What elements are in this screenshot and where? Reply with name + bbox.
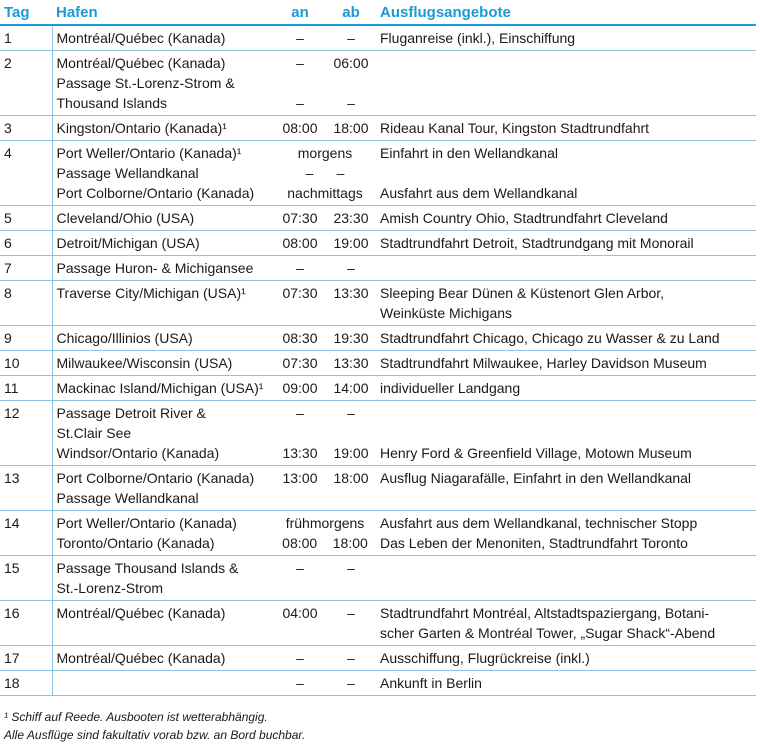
- departure-time: –: [347, 605, 355, 621]
- departure-time: –: [347, 95, 355, 111]
- departure-cell: [326, 376, 376, 401]
- departure-cell: [326, 116, 376, 141]
- port-cell: [52, 25, 274, 51]
- excursion-cell: [376, 511, 756, 556]
- day-number: 12: [4, 405, 20, 421]
- port-cell: [52, 376, 274, 401]
- arrival-departure-cell: [274, 511, 376, 556]
- port-cell: [52, 116, 274, 141]
- departure-cell: [326, 231, 376, 256]
- day-number: 16: [4, 605, 20, 621]
- header-ausflugsangebote: Ausflugsangebote: [376, 0, 756, 25]
- excursion-cell: [376, 671, 756, 696]
- departure-cell: [326, 646, 376, 671]
- excursion-line: Stadtrundfahrt Milwaukee, Harley Davidson Museum: [380, 355, 707, 371]
- arrival-time: 07:30: [282, 285, 318, 301]
- departure-cell: [326, 25, 376, 51]
- departure-time: –: [347, 405, 355, 421]
- port-line: Port Colborne/Ontario (Kanada): [56, 470, 255, 486]
- arrival-cell: [274, 281, 326, 326]
- port-line: Passage Thousand Islands &: [56, 560, 239, 576]
- port-cell: [52, 351, 274, 376]
- day-number: 4: [4, 145, 12, 161]
- arrival-time: 13:30: [282, 445, 318, 461]
- port-line: St.-Lorenz-Strom: [56, 580, 164, 596]
- excursion-line: Rideau Kanal Tour, Kingston Stadtrundfahrt: [380, 120, 650, 136]
- table-row: [0, 326, 756, 351]
- arrival-time: –: [296, 55, 304, 71]
- departure-cell: [326, 351, 376, 376]
- departure-cell: [326, 671, 376, 696]
- excursion-line: Das Leben der Menoniten, Stadtrundfahrt Toronto: [380, 535, 688, 551]
- excursion-line: Stadtrundfahrt Montréal, Altstadtspaziergang, Botani-: [380, 605, 710, 621]
- port-line: Passage Wellandkanal: [56, 490, 199, 506]
- port-cell: [52, 51, 274, 116]
- time-line: nachmittags: [287, 185, 363, 201]
- day-number: 11: [4, 380, 19, 396]
- arrival-cell: [274, 231, 326, 256]
- departure-time: 23:30: [333, 210, 369, 226]
- day-number: 5: [4, 210, 12, 226]
- table-row: [0, 646, 756, 671]
- departure-cell: [326, 601, 376, 646]
- port-cell: [52, 206, 274, 231]
- arrival-time: 07:30: [282, 355, 318, 371]
- excursion-cell: [376, 231, 756, 256]
- header-hafen: Hafen: [52, 0, 274, 25]
- port-line: Milwaukee/Wisconsin (USA): [56, 355, 233, 371]
- port-line: Mackinac Island/Michigan (USA)¹: [56, 380, 264, 396]
- day-number: 7: [4, 260, 12, 276]
- day-cell: [0, 376, 52, 401]
- departure-time: 19:30: [333, 330, 369, 346]
- arrival-time: –: [296, 260, 304, 276]
- arrival-cell: [274, 556, 326, 601]
- excursion-cell: [376, 351, 756, 376]
- port-line: Port Colborne/Ontario (Kanada): [56, 185, 255, 201]
- time-line: frühmorgens: [285, 515, 365, 531]
- excursion-cell: [376, 326, 756, 351]
- day-cell: [0, 116, 52, 141]
- header-tag: Tag: [0, 0, 52, 25]
- departure-time: –: [347, 675, 355, 691]
- arrival-cell: [274, 116, 326, 141]
- port-cell: [52, 466, 274, 511]
- arrival-cell: [274, 351, 326, 376]
- excursion-line: Ausfahrt aus dem Wellandkanal, technischer Stopp: [380, 515, 698, 531]
- time-line: morgens: [297, 145, 353, 161]
- day-cell: [0, 141, 52, 206]
- departure-time: 19:00: [333, 445, 369, 461]
- port-line: Kingston/Ontario (Kanada)¹: [56, 120, 227, 136]
- day-cell: [0, 401, 52, 466]
- table-row: [0, 556, 756, 601]
- excursion-line: individueller Landgang: [380, 380, 521, 396]
- day-cell: [0, 556, 52, 601]
- excursion-line: Ausfahrt aus dem Wellandkanal: [380, 185, 578, 201]
- departure-time: [328, 73, 374, 93]
- port-cell: [52, 511, 274, 556]
- footnote-reede: ¹ Schiff auf Reede. Ausbooten ist wetterabhängig.: [4, 710, 268, 724]
- table-row: [0, 351, 756, 376]
- excursion-cell: [376, 376, 756, 401]
- day-cell: [0, 256, 52, 281]
- day-cell: [0, 25, 52, 51]
- table-row: [0, 511, 756, 556]
- excursion-line: Ausschiffung, Flugrückreise (inkl.): [380, 650, 590, 666]
- arrival-cell: [274, 671, 326, 696]
- excursion-line: scher Garten & Montréal Tower, „Sugar Shack“-Abend: [380, 625, 716, 641]
- port-cell: [52, 601, 274, 646]
- port-line: Passage Wellandkanal: [56, 165, 199, 181]
- table-row: [0, 116, 756, 141]
- excursion-cell: [376, 206, 756, 231]
- arrival-cell: [274, 601, 326, 646]
- excursion-cell: [376, 25, 756, 51]
- port-line: Cleveland/Ohio (USA): [56, 210, 195, 226]
- arrival-time: 09:00: [282, 380, 318, 396]
- port-line: Montréal/Québec (Kanada): [56, 605, 226, 621]
- excursion-cell: [376, 141, 756, 206]
- table-row: [0, 376, 756, 401]
- departure-time: 13:30: [333, 355, 369, 371]
- excursion-line: Henry Ford & Greenfield Village, Motown Museum: [380, 445, 692, 461]
- arrival-time: –: [296, 30, 304, 46]
- excursion-line: Einfahrt in den Wellandkanal: [380, 145, 558, 161]
- arrival-cell: [274, 376, 326, 401]
- day-cell: [0, 646, 52, 671]
- day-number: 8: [4, 285, 12, 301]
- departure-cell: [326, 206, 376, 231]
- port-line: Port Weller/Ontario (Kanada): [56, 515, 237, 531]
- excursion-line: [380, 163, 752, 183]
- arrival-cell: [274, 256, 326, 281]
- table-row: [0, 231, 756, 256]
- day-cell: [0, 51, 52, 116]
- excursion-cell: [376, 466, 756, 511]
- excursion-line: Amish Country Ohio, Stadtrundfahrt Cleveland: [380, 210, 668, 226]
- departure-time: 19:00: [333, 235, 369, 251]
- arrival-cell: [274, 646, 326, 671]
- table-row: [0, 51, 756, 116]
- port-line: Passage Huron- & Michigansee: [56, 260, 254, 276]
- port-line: Port Weller/Ontario (Kanada)¹: [56, 145, 242, 161]
- table-row: [0, 466, 756, 511]
- excursion-line: Sleeping Bear Dünen & Küstenort Glen Arbor,: [380, 285, 665, 301]
- departure-time: 06:00: [333, 55, 369, 71]
- excursion-line: Ankunft in Berlin: [380, 675, 482, 691]
- port-line: Traverse City/Michigan (USA)¹: [56, 285, 246, 301]
- excursion-cell: [376, 51, 756, 116]
- arrival-cell: [274, 206, 326, 231]
- excursion-cell: [376, 646, 756, 671]
- day-number: 13: [4, 470, 20, 486]
- port-cell: [52, 326, 274, 351]
- footnotes: [4, 708, 305, 744]
- port-line: Thousand Islands: [56, 95, 168, 111]
- port-cell: [52, 141, 274, 206]
- day-cell: [0, 326, 52, 351]
- arrival-time: 08:00: [282, 235, 318, 251]
- port-line: Montréal/Québec (Kanada): [56, 650, 226, 666]
- departure-cell: [326, 281, 376, 326]
- table-body: [0, 25, 756, 696]
- departure-cell: [326, 466, 376, 511]
- excursion-line: Fluganreise (inkl.), Einschiffung: [380, 30, 576, 46]
- departure-time: 14:00: [333, 380, 369, 396]
- port-cell: [52, 281, 274, 326]
- table-header-row: [0, 0, 756, 25]
- excursion-line: Stadtrundfahrt Chicago, Chicago zu Wasser & zu Land: [380, 330, 720, 346]
- port-line: Windsor/Ontario (Kanada): [56, 445, 220, 461]
- excursion-cell: [376, 281, 756, 326]
- excursion-line: [380, 403, 752, 423]
- departure-time: [328, 423, 374, 443]
- excursion-cell: [376, 116, 756, 141]
- port-line: Chicago/Illinios (USA): [56, 330, 193, 346]
- table-row: [0, 401, 756, 466]
- departure-time: 18:00: [333, 470, 369, 486]
- port-line: Passage Detroit River &: [56, 405, 206, 421]
- port-line: Passage St.-Lorenz-Strom &: [56, 75, 235, 91]
- table-row: [0, 141, 756, 206]
- arrival-cell: [274, 466, 326, 511]
- arrival-cell: [274, 401, 326, 466]
- port-cell: [52, 256, 274, 281]
- departure-cell: [326, 401, 376, 466]
- day-number: 15: [4, 560, 20, 576]
- arrival-time: 08:00: [282, 120, 318, 136]
- day-cell: [0, 511, 52, 556]
- day-number: 1: [4, 30, 12, 46]
- excursion-line: Ausflug Niagarafälle, Einfahrt in den Wellandkanal: [380, 470, 692, 486]
- arrival-time: [276, 73, 324, 93]
- arrival-cell: [274, 51, 326, 116]
- day-cell: [0, 601, 52, 646]
- table-row: [0, 206, 756, 231]
- excursion-line: Weinküste Michigans: [380, 305, 513, 321]
- header-ab: ab: [326, 0, 376, 25]
- excursion-cell: [376, 401, 756, 466]
- table-row: [0, 25, 756, 51]
- departure-time: 18:00: [333, 120, 369, 136]
- arrival-time: –: [296, 95, 304, 111]
- port-cell: [52, 556, 274, 601]
- departure-time: 13:30: [333, 285, 369, 301]
- arrival-time: 07:30: [282, 210, 318, 226]
- day-cell: [0, 351, 52, 376]
- arrival-time: 08:30: [282, 330, 318, 346]
- departure-time: –: [347, 650, 355, 666]
- excursion-line: [380, 423, 752, 443]
- arrival-time: –: [296, 405, 304, 421]
- port-line: Toronto/Ontario (Kanada): [56, 535, 215, 551]
- departure-cell: [326, 51, 376, 116]
- arrival-time: –: [296, 560, 304, 576]
- arrival-cell: [274, 25, 326, 51]
- arrival-time: –: [296, 675, 304, 691]
- day-number: 6: [4, 235, 12, 251]
- day-number: 18: [4, 675, 20, 691]
- day-number: 3: [4, 120, 12, 136]
- port-cell: [52, 671, 274, 696]
- departure-time: –: [347, 30, 355, 46]
- table-row: [0, 671, 756, 696]
- departure-cell: [326, 556, 376, 601]
- excursion-cell: [376, 556, 756, 601]
- departure-time: –: [347, 260, 355, 276]
- arrival-time: 04:00: [282, 605, 318, 621]
- arrival-time: 13:00: [282, 470, 318, 486]
- arrival-time: –: [296, 650, 304, 666]
- table-row: [0, 256, 756, 281]
- departure-time: –: [347, 560, 355, 576]
- port-line: Detroit/Michigan (USA): [56, 235, 200, 251]
- time-line: 08:00 18:00: [282, 535, 368, 551]
- day-number: 9: [4, 330, 12, 346]
- table-row: [0, 601, 756, 646]
- day-number: 14: [4, 515, 20, 531]
- port-line: St.Clair See: [56, 425, 132, 441]
- day-cell: [0, 206, 52, 231]
- port-line: Montréal/Québec (Kanada): [56, 55, 226, 71]
- excursion-cell: [376, 601, 756, 646]
- header-an: an: [274, 0, 326, 25]
- footnote-fakultativ: Alle Ausflüge sind fakultativ vorab bzw. an Bord buchbar.: [4, 728, 306, 742]
- day-cell: [0, 281, 52, 326]
- port-cell: [52, 401, 274, 466]
- excursion-line: Stadtrundfahrt Detroit, Stadtrundgang mit Monorail: [380, 235, 694, 251]
- port-cell: [52, 646, 274, 671]
- port-line: Montréal/Québec (Kanada): [56, 30, 226, 46]
- excursion-cell: [376, 256, 756, 281]
- day-cell: [0, 671, 52, 696]
- day-number: 10: [4, 355, 20, 371]
- arrival-cell: [274, 326, 326, 351]
- arrival-time: [276, 423, 324, 443]
- day-number: 17: [4, 650, 20, 666]
- day-cell: [0, 231, 52, 256]
- day-number: 2: [4, 55, 12, 71]
- table-row: [0, 281, 756, 326]
- arrival-departure-cell: [274, 141, 376, 206]
- port-cell: [52, 231, 274, 256]
- day-cell: [0, 466, 52, 511]
- time-line: – –: [305, 165, 345, 181]
- departure-cell: [326, 326, 376, 351]
- departure-cell: [326, 256, 376, 281]
